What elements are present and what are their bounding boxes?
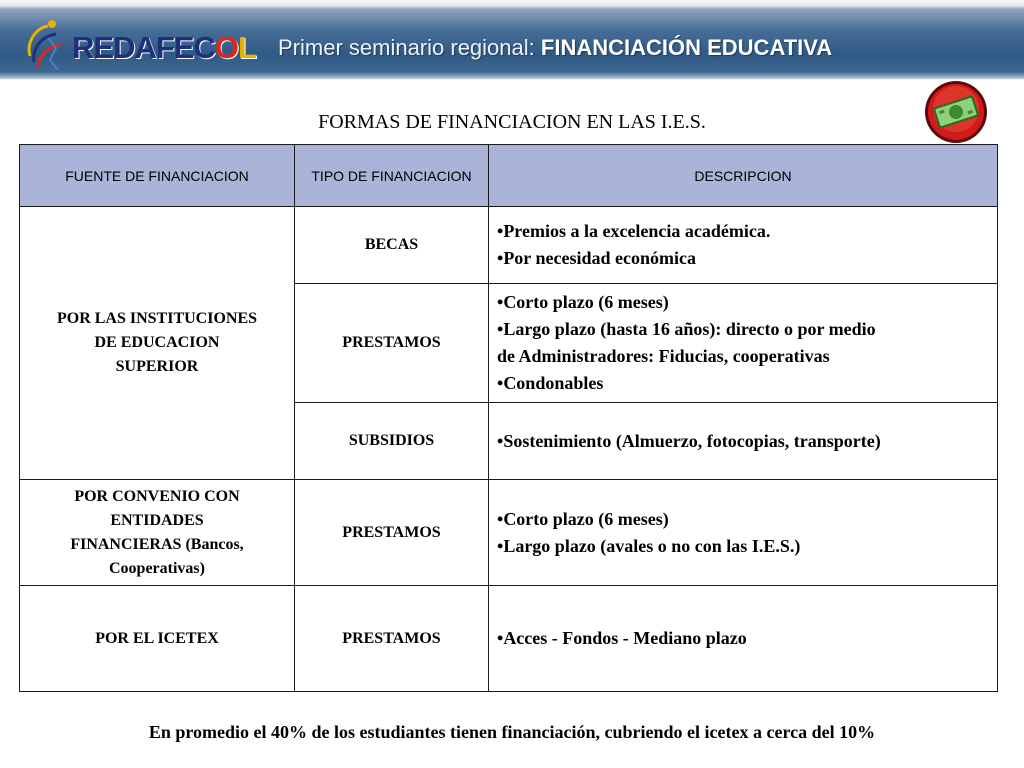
table-header-row — [20, 145, 998, 207]
type-cell-subsidios: SUBSIDIOS — [295, 403, 489, 480]
source-cell-convenio: POR CONVENIO CON ENTIDADES FINANCIERAS (Bancos, Cooperativas) — [20, 480, 295, 586]
redafecol-logo — [22, 18, 256, 74]
header-banner — [0, 0, 1024, 80]
description-cell-prestamos: • Corto plazo (6 meses) • Largo plazo (hasta 16 años): directo o por medio de Administradores: Fiducias, cooperativas • Condonables — [489, 284, 998, 403]
description-cell-becas: • Premios a la excelencia académica. • Por necesidad económica — [489, 207, 998, 284]
banner-main-title: FINANCIACIÓN EDUCATIVA — [540, 35, 833, 60]
redafecol-logo-icon — [22, 18, 72, 74]
description-cell-prestamos-icetex: • Acces - Fondos - Mediano plazo — [489, 586, 998, 692]
type-cell-prestamos-icetex: PRESTAMOS — [295, 586, 489, 692]
column-header-description: DESCRIPCION — [489, 145, 998, 207]
type-cell-prestamos: PRESTAMOS — [295, 284, 489, 403]
footer-note: En promedio el 40% de los estudiantes tienen financiación, cubriendo el icetex a cerca del 10% — [148, 722, 876, 742]
table-row — [20, 207, 998, 284]
description-cell-prestamos-convenio: • Corto plazo (6 meses) • Largo plazo (avales o no con las I.E.S.) — [489, 480, 998, 586]
source-cell-icetex: POR EL ICETEX — [20, 586, 295, 692]
slide-title: FORMAS DE FINANCIACION EN LAS I.E.S. — [318, 111, 706, 133]
financing-table — [19, 144, 998, 692]
column-header-type: TIPO DE FINANCIACION — [295, 145, 489, 207]
description-cell-subsidios: • Sostenimiento (Almuerzo, fotocopias, transporte) — [489, 403, 998, 480]
table-row — [20, 480, 998, 586]
logo-text: REDAFECOL — [72, 30, 256, 65]
source-cell-instituciones: POR LAS INSTITUCIONES DE EDUCACION SUPERIOR — [20, 207, 295, 480]
type-cell-prestamos-convenio: PRESTAMOS — [295, 480, 489, 586]
table-row — [20, 586, 998, 692]
banner-title — [278, 35, 832, 61]
column-header-source: FUENTE DE FINANCIACION — [20, 145, 295, 207]
type-cell-becas: BECAS — [295, 207, 489, 284]
banner-subtitle: Primer seminario regional: — [278, 35, 535, 60]
